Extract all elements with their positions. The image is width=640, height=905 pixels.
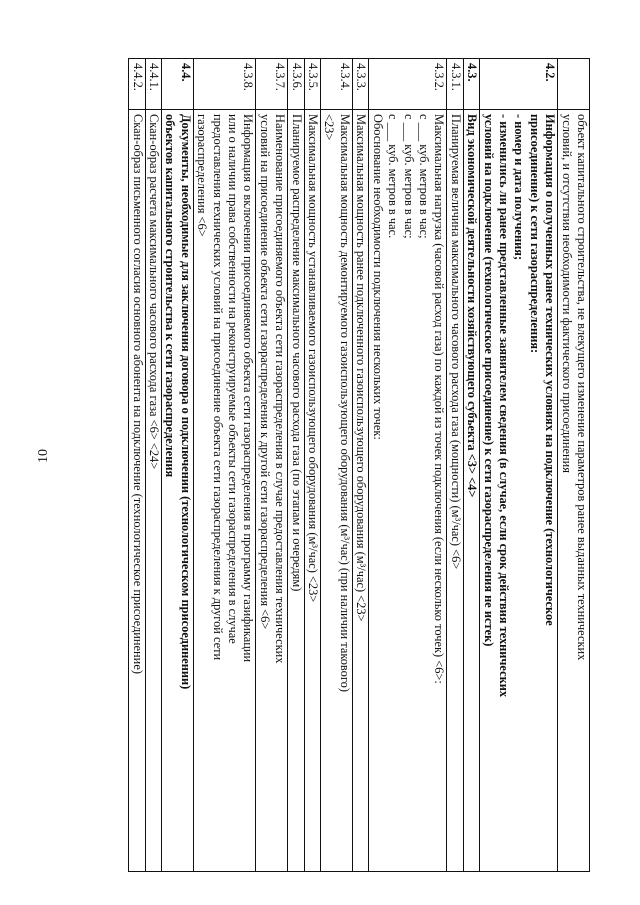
text-line: - изменились ли ранее представленные заявителем сведения (в случае, если срок действия технических — [496, 114, 511, 698]
row-number: 4.2. — [480, 59, 558, 110]
row-number: 4.3.2. — [369, 59, 447, 110]
row-number: 4.3.8. — [193, 59, 256, 110]
text-line: Планируемая величина максимального часового расхода газа (мощности) (м³/час) <6> — [448, 114, 463, 570]
text-line: Вид экономической деятельности хозяйствующего субъекта <3> <4> — [465, 114, 480, 498]
text-line: с ___ куб. метров в час; — [416, 114, 431, 239]
row-number: 4.4.1. — [145, 59, 161, 110]
row-text — [558, 110, 590, 872]
table-row — [304, 59, 320, 872]
text-line: с ___ куб. метров в час; — [401, 114, 416, 239]
text-line: Наименование присоединяемого объекта сети газораспределения в случае предоставления технических — [273, 114, 288, 664]
text-line: газораспределения <6> — [195, 114, 210, 237]
text-line: Обоснование необходимости подключения нескольких точек: — [370, 114, 385, 440]
table-row — [480, 59, 558, 872]
row-text — [480, 110, 558, 872]
text-line: условий, и отсутствия необходимости фактического присоединения — [559, 114, 574, 473]
text-line: Максимальная мощность устанавливаемого газоиспользующего оборудования (м³/час) <23> — [306, 114, 321, 603]
table-row — [162, 59, 194, 872]
page-number: 10 — [36, 449, 51, 463]
row-text — [288, 110, 304, 872]
row-number: 4.3.1. — [447, 59, 463, 110]
row-text — [369, 110, 447, 872]
row-text — [162, 110, 194, 872]
text-line: или о наличии права собственности на реконструируемые объекты сети газораспределения в случае — [226, 114, 241, 644]
row-number: 4.3.4. — [321, 59, 353, 110]
table-row — [463, 59, 479, 872]
row-text — [447, 110, 463, 872]
table-row — [145, 59, 161, 872]
row-text — [129, 110, 145, 872]
table-row — [558, 59, 590, 872]
text-line: Максимальная мощность демонтируемого газоиспользующего оборудования (м³/час) (при наличии такового) — [337, 114, 352, 692]
text-line: Максимальная нагрузка (часовой расход газа) по каждой из точек подключения (если несколько точек) <6>: — [432, 114, 447, 684]
row-text — [321, 110, 353, 872]
text-line: Скан-образ письменного согласия основного абонента на подключение (технологическое присоединение) — [130, 114, 145, 674]
text-line: условий на присоединение объекта сети газораспределения к другой сети газораспределения <6> — [257, 114, 272, 630]
table-row — [256, 59, 288, 872]
row-number: 4.3.5. — [304, 59, 320, 110]
row-number: 4.4. — [162, 59, 194, 110]
row-number: 4.3.3. — [352, 59, 368, 110]
row-number: 4.3.7. — [256, 59, 288, 110]
text-line: Скан-образ расчета максимального часового расхода газа <6> <24> — [147, 114, 162, 470]
row-number — [558, 59, 590, 110]
text-line: Планируемое распределение максимального часового расхода газа (по этапам и очередям) — [289, 114, 304, 592]
text-line: присоединение) к сети газораспределения: — [527, 114, 542, 354]
table-row — [193, 59, 256, 872]
text-line: предоставления технических условий на присоединение объекта сети газораспределения к другой сети — [210, 114, 225, 661]
text-line: Информация о полученных ранее технических условиях на подключение (технологическое — [543, 114, 558, 626]
table-row — [352, 59, 368, 872]
text-line: с ___ куб. метров в час. — [386, 114, 401, 239]
row-text — [256, 110, 288, 872]
table-row — [288, 59, 304, 872]
text-line: объект капитального строительства, не влекущего изменение параметров ранее выданных технических — [575, 114, 589, 661]
row-number: 4.3.6. — [288, 59, 304, 110]
table-row — [369, 59, 447, 872]
table-row — [447, 59, 463, 872]
text-line: - номер и дата получения; — [512, 114, 527, 261]
rotated-page-content — [77, 58, 590, 872]
text-line: Информация о включении присоединяемого объекта сети газораспределения в программу газификации — [241, 114, 256, 663]
text-line: условий на подключение (технологическое присоединение) к сети газораспределения не истек) — [481, 114, 496, 647]
row-number: 4.4.2. — [129, 59, 145, 110]
row-text — [193, 110, 256, 872]
row-text — [463, 110, 479, 872]
row-number: 4.3. — [463, 59, 479, 110]
application-table — [128, 58, 590, 872]
table-row — [129, 59, 145, 872]
table-row — [321, 59, 353, 872]
row-text — [352, 110, 368, 872]
row-text — [304, 110, 320, 872]
text-line: <23> — [322, 114, 337, 141]
text-line: объектов капитального строительства к сети газораспределения — [163, 114, 178, 478]
row-text — [145, 110, 161, 872]
text-line: Документы, необходимые для заключения договора о подключении (технологическом присоединении) — [178, 114, 193, 690]
text-line: Максимальная мощность ранее подключенного газоиспользующего оборудования (м³/час) <23> — [354, 114, 369, 622]
